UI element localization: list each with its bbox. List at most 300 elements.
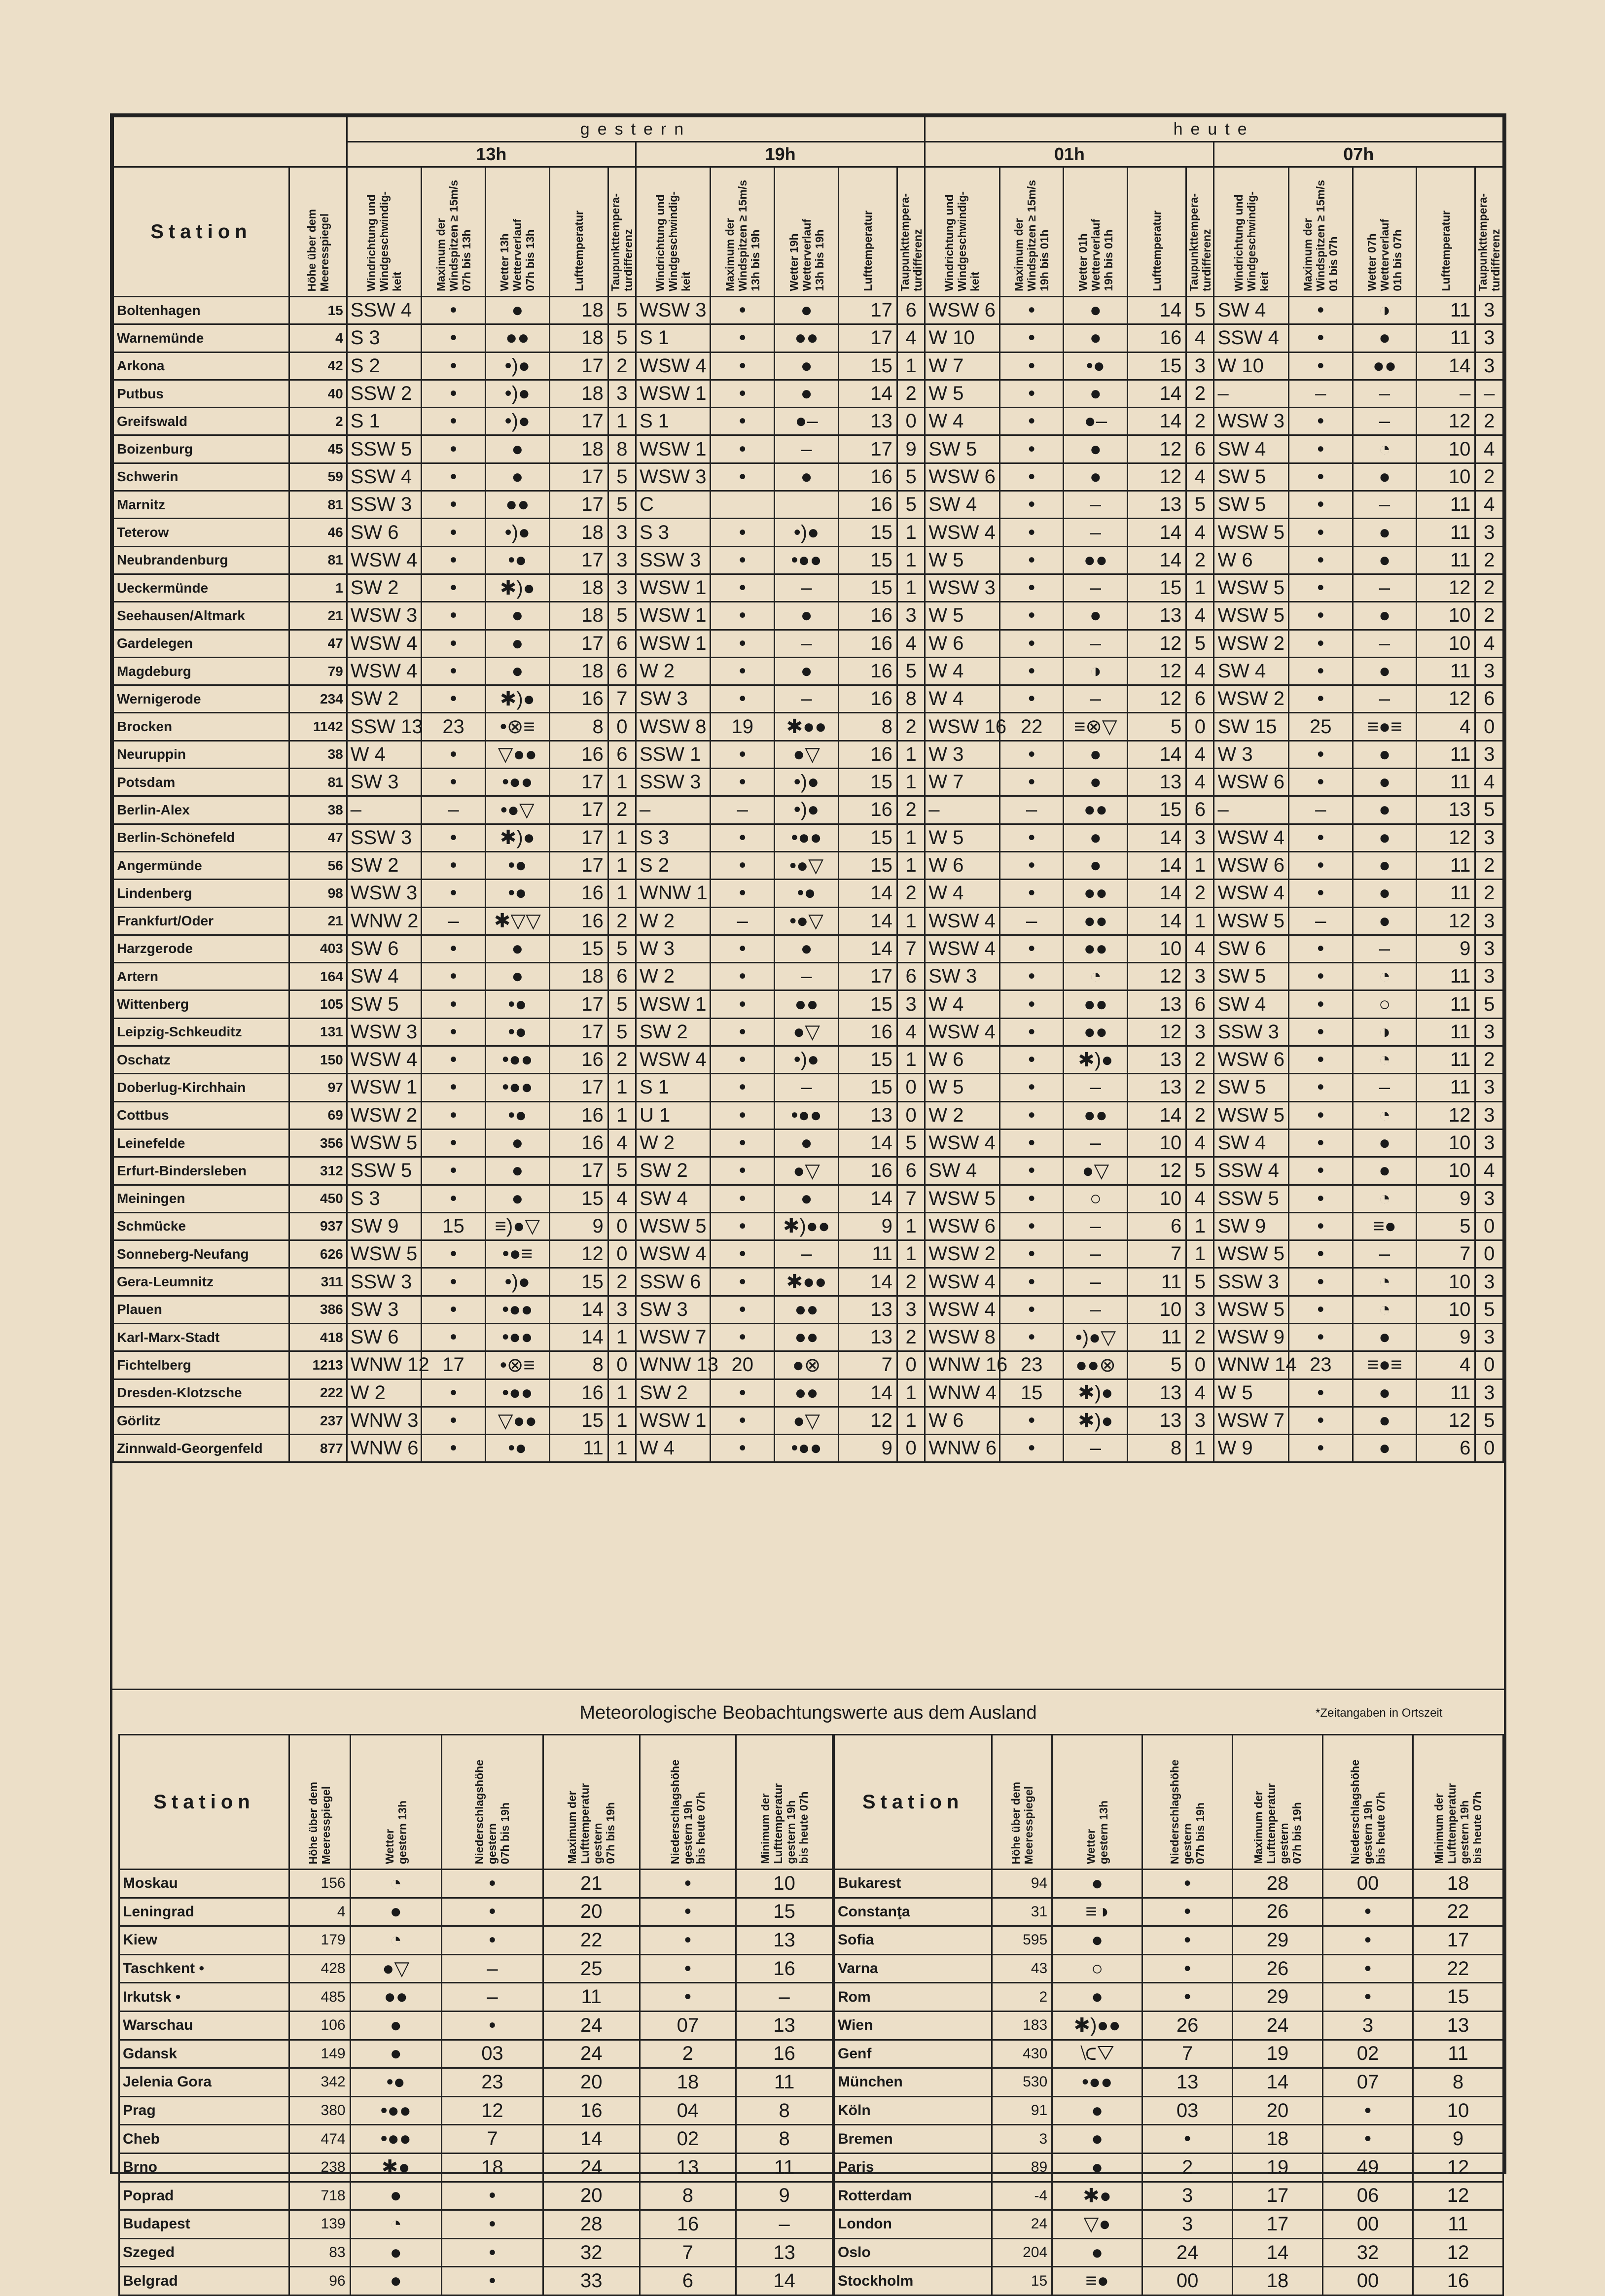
foreign-max-temp-cell: 16 (543, 2096, 640, 2125)
wind-cell: W 4 (925, 880, 999, 907)
air-temp-cell: 16 (838, 741, 897, 768)
dewpoint-diff-cell: 0 (1186, 1351, 1214, 1379)
air-temp-cell: 12 (1417, 685, 1475, 713)
gust-max-cell: • (999, 1046, 1064, 1074)
column-header-label: Taupunkttempera- turdifferenz (1187, 193, 1213, 291)
foreign-max-temp-cell: 24 (543, 2011, 640, 2040)
foreign-column-header-label: Maximum der Lufttemperatur gestern 07h bis 19h (566, 1783, 617, 1864)
station-name: Arkona (113, 352, 289, 380)
foreign-height-cell: 43 (992, 1954, 1052, 1983)
station-name: Marnitz (113, 491, 289, 519)
gust-max-cell: • (711, 1101, 775, 1129)
foreign-station-row (834, 2011, 1503, 2040)
foreign-station-row (119, 2182, 833, 2210)
station-row (113, 491, 1503, 519)
dewpoint-diff-cell: 3 (1475, 657, 1503, 685)
gust-max-cell: • (422, 1018, 486, 1046)
wind-cell: WSW 2 (925, 1240, 999, 1268)
air-temp-cell: 17 (549, 491, 608, 519)
weather-cell: •)● (775, 796, 839, 824)
station-name: Harzgerode (113, 935, 289, 962)
weather-cell: – (1064, 519, 1128, 546)
column-header-01h-3 (1128, 167, 1186, 297)
air-temp-cell: 15 (838, 352, 897, 380)
dewpoint-diff-cell: 2 (608, 796, 636, 824)
gust-max-cell: • (422, 1379, 486, 1407)
foreign-precip-day-cell: 18 (441, 2153, 543, 2182)
wind-cell: SSW 5 (347, 435, 421, 463)
weather-cell: •●● (485, 769, 549, 796)
station-height: 626 (289, 1240, 347, 1268)
gust-max-cell: • (711, 435, 775, 463)
station-name: Gera-Leumnitz (113, 1268, 289, 1296)
gust-max-cell: • (711, 380, 775, 407)
gust-max-cell: • (711, 1046, 775, 1074)
weather-cell: ● (1353, 657, 1417, 685)
dewpoint-diff-cell: 2 (1475, 574, 1503, 601)
foreign-min-temp-cell: 22 (1413, 1954, 1503, 1983)
dewpoint-diff-cell: 2 (1186, 408, 1214, 435)
weather-cell: ● (1064, 435, 1128, 463)
air-temp-cell: 8 (1128, 1435, 1186, 1462)
wind-cell: W 3 (1214, 741, 1288, 768)
wind-cell: WSW 3 (347, 880, 421, 907)
dewpoint-diff-cell: 2 (608, 907, 636, 935)
weather-cell: – (1353, 574, 1417, 601)
foreign-weather-cell: ● (1052, 2153, 1142, 2182)
foreign-table-right (833, 1734, 1504, 2296)
foreign-precip-day-cell: • (1142, 1983, 1233, 2012)
column-header-label: Windrichtung und Windgeschwindig- keit (654, 191, 693, 291)
wind-cell: SW 6 (347, 1323, 421, 1351)
gust-max-cell: • (1288, 1018, 1353, 1046)
air-temp-cell: 11 (549, 1435, 608, 1462)
dewpoint-diff-cell: 1 (897, 907, 925, 935)
wind-cell: SSW 3 (1214, 1268, 1288, 1296)
air-temp-cell: 14 (838, 1379, 897, 1407)
air-temp-cell: 13 (1128, 602, 1186, 630)
dewpoint-diff-cell: 5 (1186, 1157, 1214, 1185)
weather-cell: ●▽ (775, 1018, 839, 1046)
station-height: 131 (289, 1018, 347, 1046)
foreign-station-name: Brno (119, 2153, 289, 2182)
foreign-station-header: Station (834, 1735, 992, 1870)
dewpoint-diff-cell: 5 (608, 1018, 636, 1046)
wind-cell: S 3 (636, 519, 710, 546)
weather-cell: – (1353, 1074, 1417, 1101)
foreign-max-temp-cell: 17 (1233, 2210, 1323, 2239)
station-height: 38 (289, 796, 347, 824)
foreign-column-header-label: Niederschlagshöhe gestern 07h bis 19h (473, 1759, 512, 1864)
time-07h: 07h (1214, 142, 1503, 167)
air-temp-cell: 16 (838, 491, 897, 519)
blank-header-cell (113, 117, 347, 167)
foreign-precip-night-cell: 02 (1323, 2040, 1413, 2068)
weather-cell: •●● (485, 1379, 549, 1407)
dewpoint-diff-cell: 1 (608, 408, 636, 435)
station-row (113, 1074, 1503, 1101)
foreign-station-row (119, 2068, 833, 2097)
air-temp-cell: 10 (1417, 1268, 1475, 1296)
wind-cell: WNW 6 (925, 1435, 999, 1462)
gust-max-cell: 17 (422, 1351, 486, 1379)
foreign-min-temp-cell: 13 (736, 2238, 833, 2267)
air-temp-cell: 17 (549, 769, 608, 796)
wind-cell: WNW 16 (925, 1351, 999, 1379)
foreign-precip-day-cell: 00 (1142, 2267, 1233, 2296)
gust-max-cell: • (1288, 1379, 1353, 1407)
gust-max-cell: • (422, 1323, 486, 1351)
weather-cell: ◑ (1064, 657, 1128, 685)
station-height: 1 (289, 574, 347, 601)
air-temp-cell: 9 (838, 1212, 897, 1240)
foreign-weather-cell: ◔ (350, 1926, 441, 1955)
wind-cell: SW 3 (925, 963, 999, 990)
foreign-weather-cell: ✱● (350, 2153, 441, 2182)
air-temp-cell: 14 (549, 1296, 608, 1323)
gust-max-cell: • (422, 1268, 486, 1296)
wind-cell: WSW 5 (347, 1129, 421, 1157)
wind-cell: WSW 3 (925, 574, 999, 601)
air-temp-cell: 13 (838, 1101, 897, 1129)
column-header-label: Windrichtung und Windgeschwindig- keit (1232, 191, 1271, 291)
dewpoint-diff-cell: 2 (608, 1268, 636, 1296)
weather-cell: ● (1353, 1379, 1417, 1407)
weather-cell: – (775, 574, 839, 601)
column-header-label: Wetter 01h Wetterverlauf 19h bis 01h (1076, 219, 1115, 291)
weather-cell: ✱)● (485, 574, 549, 601)
weather-cell: ◑ (1353, 1018, 1417, 1046)
weather-cell: ○ (1064, 1185, 1128, 1212)
foreign-station-row (119, 2096, 833, 2125)
column-header-label: Taupunkttempera- turdifferenz (609, 193, 635, 291)
gust-max-cell: • (711, 935, 775, 962)
foreign-max-temp-cell: 32 (543, 2238, 640, 2267)
gust-max-cell: • (422, 297, 486, 324)
foreign-precip-night-cell: 00 (1323, 2267, 1413, 2296)
gust-max-cell: • (422, 685, 486, 713)
foreign-max-temp-cell: 28 (1233, 1870, 1323, 1898)
station-name: Gardelegen (113, 630, 289, 657)
foreign-min-temp-cell: 11 (736, 2153, 833, 2182)
station-row (113, 851, 1503, 879)
domestic-observations-body (113, 297, 1503, 1462)
air-temp-cell: 12 (1417, 907, 1475, 935)
weather-cell: – (775, 1074, 839, 1101)
gust-max-cell: • (422, 630, 486, 657)
air-temp-cell: 11 (1417, 851, 1475, 879)
foreign-height-cell: 106 (289, 2011, 351, 2040)
air-temp-cell: 18 (549, 297, 608, 324)
air-temp-cell: 11 (1417, 324, 1475, 352)
air-temp-cell: 17 (549, 546, 608, 574)
dewpoint-diff-cell: 2 (897, 380, 925, 407)
foreign-weather-cell: •●● (350, 2125, 441, 2154)
station-name: Doberlug-Kirchhain (113, 1074, 289, 1101)
gust-max-cell: • (422, 851, 486, 879)
weather-cell: ● (775, 657, 839, 685)
station-name: Artern (113, 963, 289, 990)
gust-max-cell: • (422, 546, 486, 574)
air-temp-cell: 11 (1417, 657, 1475, 685)
air-temp-cell: 16 (838, 463, 897, 491)
wind-cell: SSW 4 (347, 297, 421, 324)
weather-cell: ● (485, 630, 549, 657)
foreign-precip-night-cell: 3 (1323, 2011, 1413, 2040)
dewpoint-diff-cell: 5 (608, 324, 636, 352)
foreign-precip-day-cell: • (441, 1870, 543, 1898)
wind-cell: SW 5 (1214, 491, 1288, 519)
foreign-min-temp-cell: 16 (736, 1954, 833, 1983)
wind-cell: SSW 13 (347, 713, 421, 741)
weather-cell: ≡●≡ (1353, 713, 1417, 741)
gust-max-cell: • (711, 769, 775, 796)
air-temp-cell: 5 (1417, 1212, 1475, 1240)
gust-max-cell: • (422, 1407, 486, 1434)
gust-max-cell: • (1288, 1212, 1353, 1240)
column-header-label: Windrichtung und Windgeschwindig- keit (364, 191, 403, 291)
foreign-station-name: Oslo (834, 2238, 992, 2267)
station-row (113, 1157, 1503, 1185)
weather-cell: – (1064, 630, 1128, 657)
weather-cell: ● (775, 1129, 839, 1157)
weather-cell: ◔ (1353, 1101, 1417, 1129)
dewpoint-diff-cell: 1 (1186, 851, 1214, 879)
dewpoint-diff-cell: 4 (1186, 741, 1214, 768)
wind-cell: SW 9 (347, 1212, 421, 1240)
station-height: 1142 (289, 713, 347, 741)
weather-cell: •●● (485, 1046, 549, 1074)
foreign-precip-night-cell: 00 (1323, 2210, 1413, 2239)
dewpoint-diff-cell: 1 (1186, 1240, 1214, 1268)
air-temp-cell: 16 (1128, 324, 1186, 352)
weather-cell: ● (775, 1185, 839, 1212)
station-height: 69 (289, 1101, 347, 1129)
column-header-19h-3 (838, 167, 897, 297)
weather-cell: ● (1064, 380, 1128, 407)
dewpoint-diff-cell: 3 (608, 519, 636, 546)
foreign-height-cell: 183 (992, 2011, 1052, 2040)
wind-cell: WSW 8 (636, 713, 710, 741)
air-temp-cell: 18 (549, 519, 608, 546)
gust-max-cell: • (1288, 408, 1353, 435)
weather-cell: ● (1353, 519, 1417, 546)
station-row (113, 657, 1503, 685)
foreign-precip-day-cell: – (441, 1983, 543, 2012)
gust-max-cell: – (999, 796, 1064, 824)
gust-max-cell: • (999, 408, 1064, 435)
weather-cell: – (1353, 935, 1417, 962)
wind-cell: SW 4 (1214, 657, 1288, 685)
foreign-min-temp-cell: 8 (736, 2125, 833, 2154)
wind-cell: W 4 (925, 657, 999, 685)
wind-cell: W 2 (925, 1101, 999, 1129)
foreign-station-name: Gdansk (119, 2040, 289, 2068)
gust-max-cell: • (711, 1185, 775, 1212)
air-temp-cell: 13 (838, 1296, 897, 1323)
air-temp-cell: 14 (1128, 741, 1186, 768)
gust-max-cell: – (1288, 907, 1353, 935)
foreign-station-row (834, 2182, 1503, 2210)
dewpoint-diff-cell: 4 (1186, 1129, 1214, 1157)
foreign-station-row (834, 2068, 1503, 2097)
air-temp-cell: 15 (1128, 574, 1186, 601)
dewpoint-diff-cell: 2 (1475, 880, 1503, 907)
time-13h: 13h (347, 142, 636, 167)
foreign-max-temp-cell: 19 (1233, 2153, 1323, 2182)
foreign-precip-night-cell: 07 (640, 2011, 736, 2040)
weather-cell: ● (1353, 1323, 1417, 1351)
weather-cell: •●● (775, 1101, 839, 1129)
station-name: Meiningen (113, 1185, 289, 1212)
weather-cell: ✱)●● (775, 1212, 839, 1240)
weather-cell: ●– (775, 408, 839, 435)
station-row (113, 963, 1503, 990)
foreign-weather-cell: ● (1052, 1983, 1142, 2012)
gust-max-cell: • (1288, 880, 1353, 907)
foreign-max-temp-cell: 24 (543, 2040, 640, 2068)
column-header-07h-3 (1417, 167, 1475, 297)
foreign-station-name: Paris (834, 2153, 992, 2182)
air-temp-cell: 12 (1417, 1407, 1475, 1434)
air-temp-cell: 16 (549, 685, 608, 713)
dewpoint-diff-cell: 4 (1186, 324, 1214, 352)
gust-max-cell: • (999, 657, 1064, 685)
foreign-max-temp-cell: 14 (543, 2125, 640, 2154)
column-header-01h-4 (1186, 167, 1214, 297)
wind-cell: WSW 3 (636, 297, 710, 324)
dewpoint-diff-cell: 4 (1186, 1185, 1214, 1212)
dewpoint-diff-cell: 3 (1475, 1379, 1503, 1407)
weather-cell: ● (485, 963, 549, 990)
weather-cell: ● (485, 435, 549, 463)
dewpoint-diff-cell: 4 (1186, 519, 1214, 546)
weather-cell: ✱)● (485, 685, 549, 713)
station-row (113, 352, 1503, 380)
air-temp-cell: 14 (1128, 851, 1186, 879)
station-name: Neuruppin (113, 741, 289, 768)
weather-cell: ●⊗ (775, 1351, 839, 1379)
foreign-precip-day-cell: 03 (1142, 2096, 1233, 2125)
dewpoint-diff-cell: 3 (1475, 907, 1503, 935)
air-temp-cell: 13 (1128, 769, 1186, 796)
wind-cell: W 4 (925, 990, 999, 1018)
gust-max-cell: • (711, 824, 775, 851)
dewpoint-diff-cell: 1 (608, 1379, 636, 1407)
wind-cell: SW 2 (636, 1157, 710, 1185)
air-temp-cell: 15 (838, 1046, 897, 1074)
wind-cell: SW 3 (347, 1296, 421, 1323)
height-header (289, 167, 347, 297)
gust-max-cell: • (711, 1129, 775, 1157)
dewpoint-diff-cell: 4 (1186, 657, 1214, 685)
dewpoint-diff-cell: 1 (608, 1323, 636, 1351)
air-temp-cell: 16 (838, 685, 897, 713)
air-temp-cell: 16 (838, 796, 897, 824)
foreign-station-row (834, 1870, 1503, 1898)
wind-cell: WSW 4 (347, 1046, 421, 1074)
wind-cell: S 2 (347, 352, 421, 380)
wind-cell: WSW 2 (1214, 630, 1288, 657)
air-temp-cell: 11 (838, 1240, 897, 1268)
weather-cell: ●● (775, 1379, 839, 1407)
weather-cell: ● (1353, 907, 1417, 935)
foreign-height-cell: 204 (992, 2238, 1052, 2267)
column-header-01h-2 (1064, 167, 1128, 297)
wind-cell: SW 2 (636, 1018, 710, 1046)
station-height: 237 (289, 1407, 347, 1434)
dewpoint-diff-cell: 5 (1186, 297, 1214, 324)
foreign-precip-night-cell: • (1323, 2125, 1413, 2154)
gust-max-cell: • (999, 1129, 1064, 1157)
dewpoint-diff-cell: 2 (1186, 880, 1214, 907)
column-header-13h-4 (608, 167, 636, 297)
foreign-station-name: Rom (834, 1983, 992, 2012)
weather-cell: – (1064, 1435, 1128, 1462)
foreign-weather-cell: ● (350, 1898, 441, 1926)
dewpoint-diff-cell: 5 (608, 602, 636, 630)
gust-max-cell: • (1288, 1407, 1353, 1434)
weather-cell: ●▽ (1064, 1157, 1128, 1185)
weather-cell: ● (1353, 851, 1417, 879)
column-header-07h-2 (1353, 167, 1417, 297)
gust-max-cell: • (711, 685, 775, 713)
foreign-precip-day-cell: • (441, 1898, 543, 1926)
weather-cell: ●● (1353, 352, 1417, 380)
foreign-height-cell: 530 (992, 2068, 1052, 2097)
foreign-height-cell: 15 (992, 2267, 1052, 2296)
weather-cell: – (775, 685, 839, 713)
gust-max-cell: • (711, 1435, 775, 1462)
dewpoint-diff-cell: 0 (897, 1074, 925, 1101)
foreign-column-header-label: Wetter gestern 13h (383, 1800, 409, 1864)
station-height: 59 (289, 463, 347, 491)
dewpoint-diff-cell: 3 (1475, 1018, 1503, 1046)
foreign-max-temp-cell: 14 (1233, 2238, 1323, 2267)
air-temp-cell: 14 (1128, 297, 1186, 324)
foreign-station-name: Bremen (834, 2125, 992, 2154)
weather-cell: ✱●● (775, 1268, 839, 1296)
station-row (113, 796, 1503, 824)
air-temp-cell: 16 (549, 1129, 608, 1157)
foreign-min-temp-cell: 22 (1413, 1898, 1503, 1926)
wind-cell: WSW 3 (1214, 408, 1288, 435)
wind-cell: WSW 7 (636, 1323, 710, 1351)
gust-max-cell: – (711, 907, 775, 935)
gust-max-cell: • (1288, 1129, 1353, 1157)
foreign-max-temp-cell: 24 (1233, 2011, 1323, 2040)
foreign-station-row (834, 2153, 1503, 2182)
foreign-weather-cell: ⟈▽ (1052, 2040, 1142, 2068)
wind-cell: SW 5 (347, 990, 421, 1018)
station-row (113, 297, 1503, 324)
foreign-precip-day-cell: 2 (1142, 2153, 1233, 2182)
dewpoint-diff-cell: 1 (608, 824, 636, 851)
gust-max-cell: • (999, 519, 1064, 546)
foreign-station-row (834, 2040, 1503, 2068)
dewpoint-diff-cell: 4 (1186, 769, 1214, 796)
station-row (113, 1046, 1503, 1074)
gust-max-cell: • (711, 297, 775, 324)
wind-cell: W 7 (925, 352, 999, 380)
column-header-label: Wetter 07h Wetterverlauf 01h bis 07h (1365, 219, 1404, 291)
weather-cell: ●▽ (775, 741, 839, 768)
air-temp-cell: 12 (1128, 435, 1186, 463)
weather-cell: – (1353, 408, 1417, 435)
foreign-precip-night-cell: 07 (1323, 2068, 1413, 2097)
wind-cell: SW 4 (1214, 435, 1288, 463)
foreign-weather-cell: ● (350, 2238, 441, 2267)
